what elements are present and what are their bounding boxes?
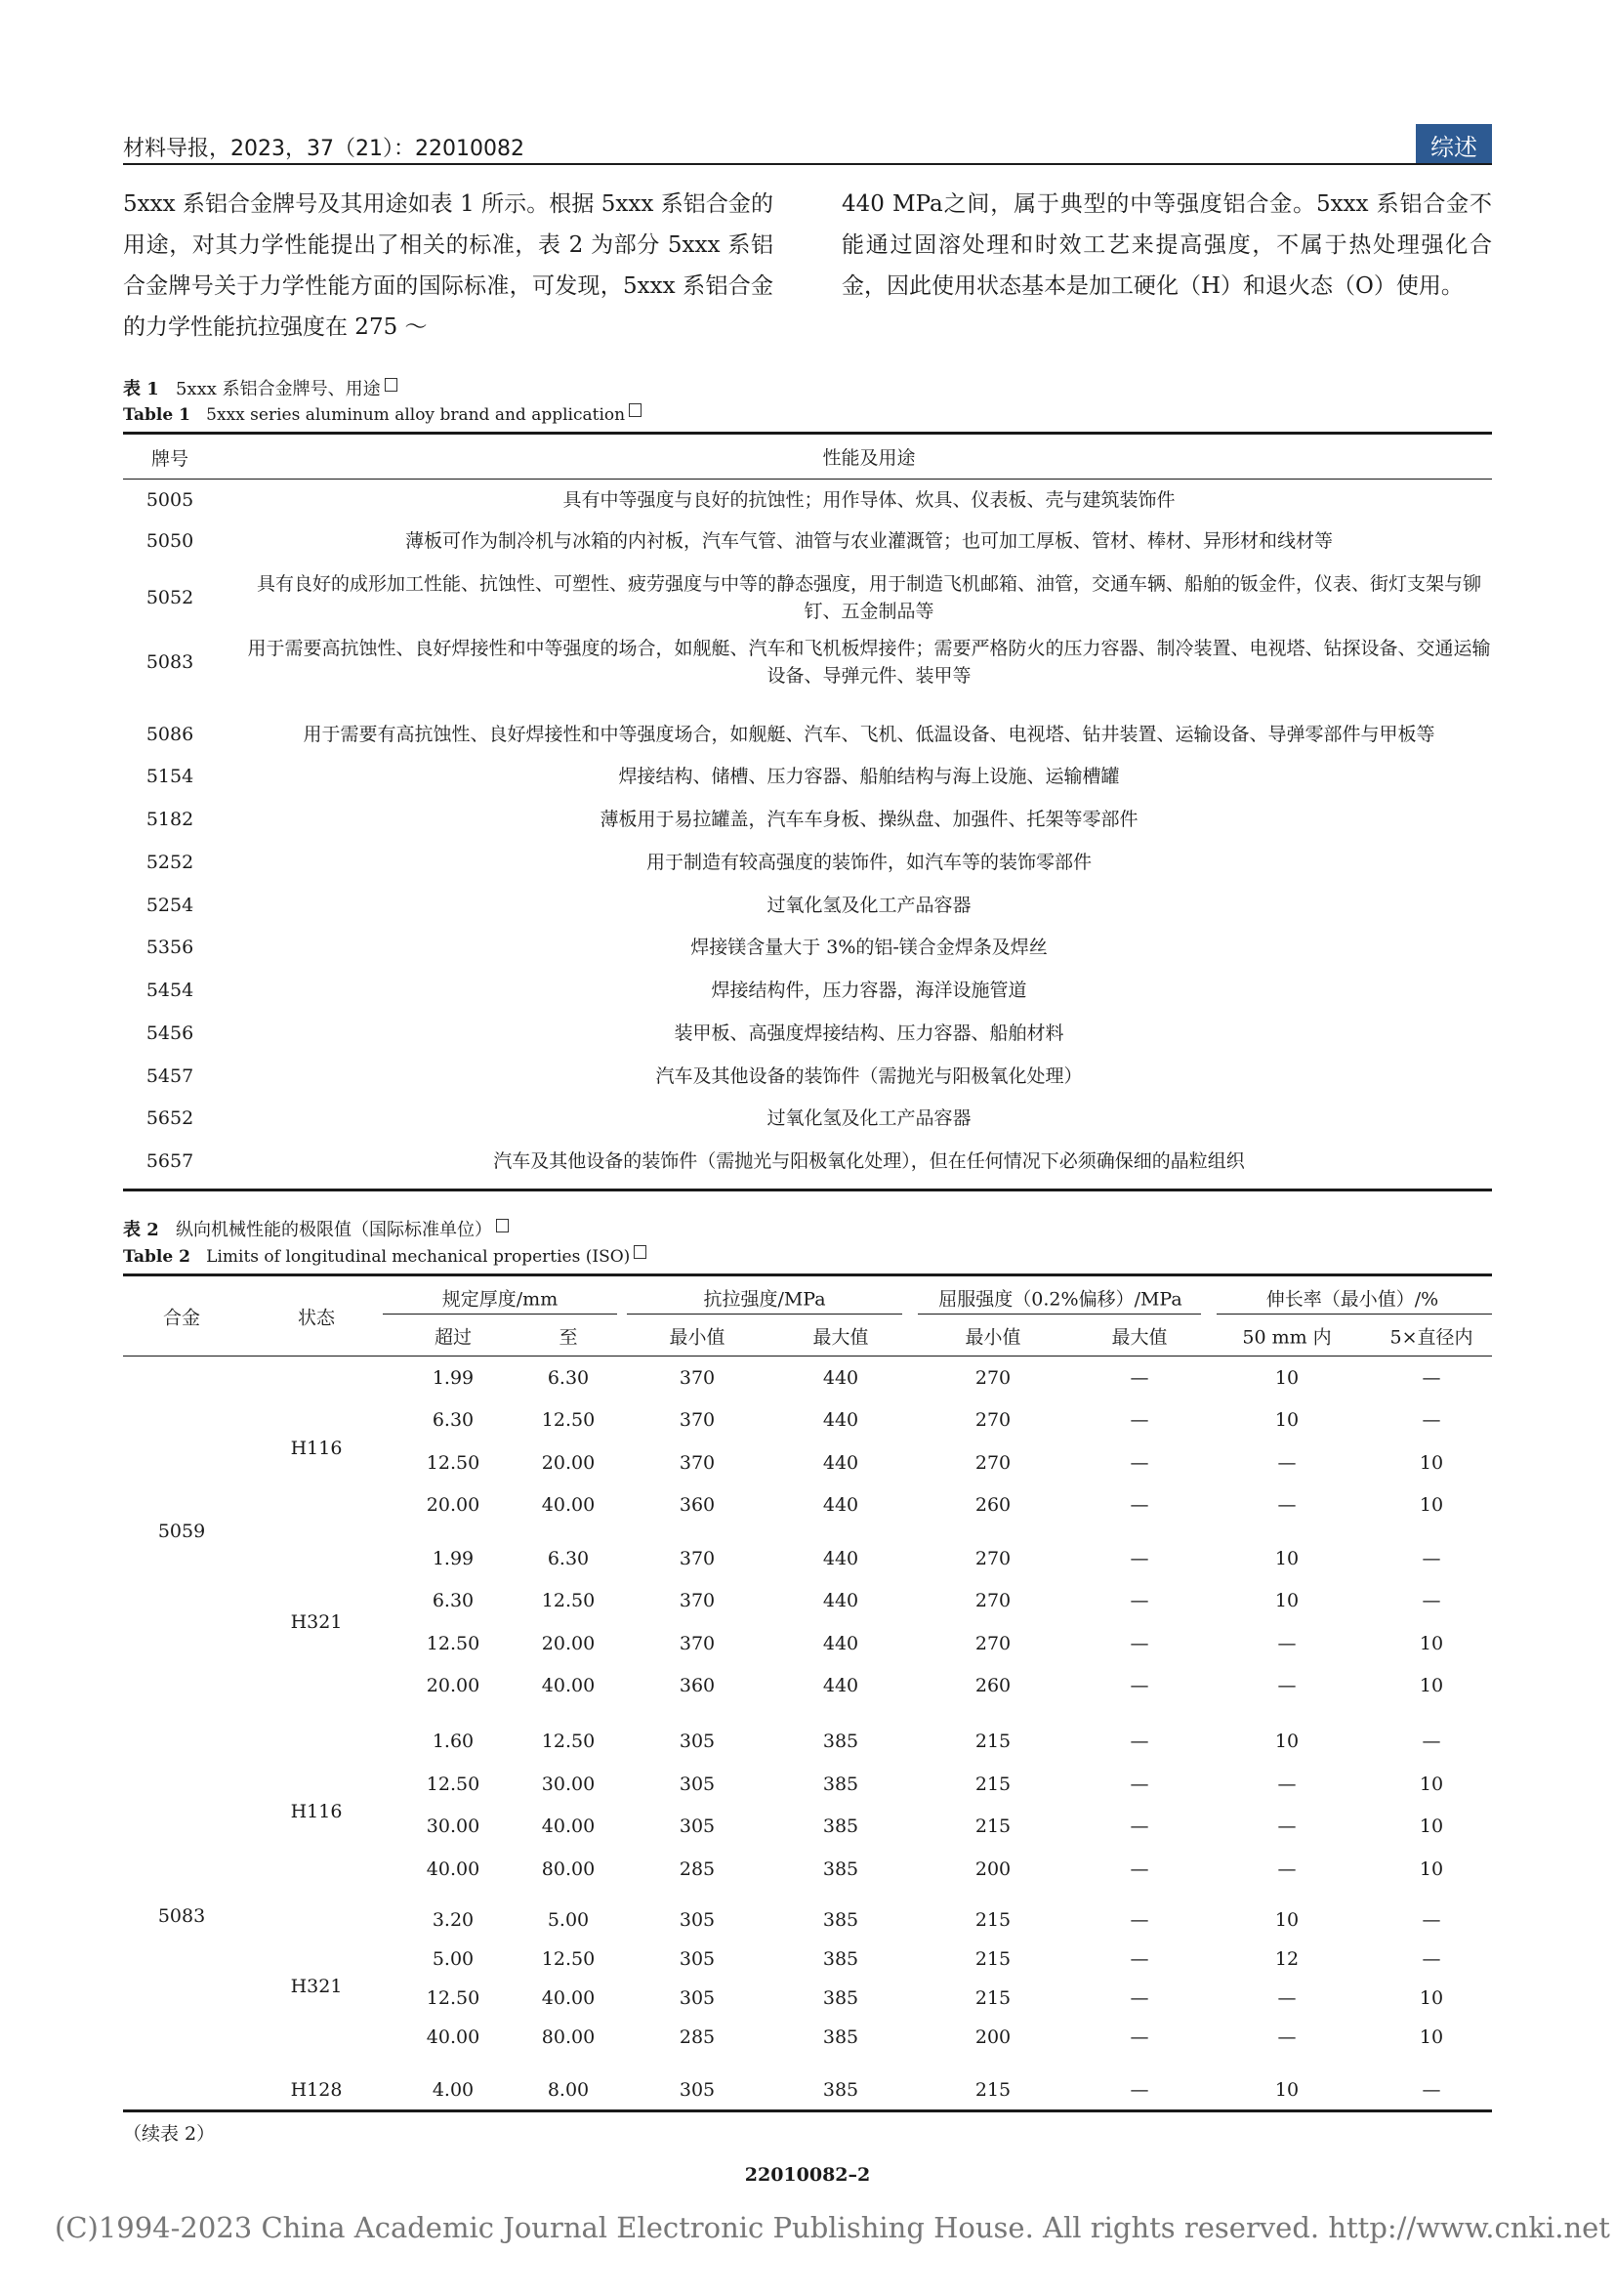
table-cell-tensile-min: 305 bbox=[679, 1816, 716, 1837]
table2-temper: H116 bbox=[290, 1438, 343, 1459]
table-cell-yield-max: — bbox=[1130, 1987, 1149, 2009]
table-cell-yield-min: 200 bbox=[974, 2026, 1012, 2048]
alloy-application: 具有中等强度与良好的抗蚀性；用作导体、炊具、仪表板、壳与建筑装饰件 bbox=[562, 489, 1176, 511]
alloy-application: 焊接结构件，压力容器，海洋设施管道 bbox=[711, 980, 1027, 1001]
table-cell-elongation-50mm: — bbox=[1277, 1633, 1297, 1654]
table-row bbox=[123, 934, 1492, 961]
table-cell-thickness-over: 12.50 bbox=[426, 1774, 480, 1795]
table-cell-elongation-50mm: 10 bbox=[1274, 1548, 1300, 1569]
table-cell-tensile-max: 385 bbox=[822, 1948, 859, 1970]
table-cell-tensile-max: 385 bbox=[822, 1909, 859, 1931]
table-cell-yield-max: — bbox=[1130, 1548, 1149, 1569]
header-rule bbox=[123, 163, 1492, 165]
table2-sub-yield-min: 最小值 bbox=[965, 1326, 1021, 1349]
table-cell-thickness-over: 6.30 bbox=[432, 1409, 475, 1431]
table-cell-yield-max: — bbox=[1130, 1731, 1149, 1752]
table-cell-tensile-max: 440 bbox=[822, 1548, 859, 1569]
alloy-application: 用于需要有高抗蚀性、良好焊接性和中等强度场合，如舰艇、汽车、飞机、低温设备、电视塔、钻井装置、运输设备、导弹零部件与甲板等 bbox=[303, 724, 1435, 745]
table-cell-thickness-to: 12.50 bbox=[541, 1948, 596, 1970]
table-row bbox=[123, 806, 1492, 833]
subheader-rule-elongation bbox=[1217, 1314, 1492, 1315]
table-cell-thickness-to: 40.00 bbox=[541, 1816, 596, 1837]
table-cell-elongation-5d: 10 bbox=[1419, 1633, 1444, 1654]
table-cell-elongation-5d: 10 bbox=[1419, 1452, 1444, 1474]
table-cell-elongation-5d: — bbox=[1422, 2079, 1441, 2101]
table2-temper: H128 bbox=[290, 2079, 343, 2101]
table-cell-elongation-5d: 10 bbox=[1419, 1816, 1444, 1837]
table-cell-thickness-over: 30.00 bbox=[426, 1816, 480, 1837]
table-cell-elongation-5d: 10 bbox=[1419, 1675, 1444, 1696]
table-cell-tensile-min: 370 bbox=[679, 1409, 716, 1431]
table-cell-elongation-50mm: — bbox=[1277, 1675, 1297, 1696]
table-cell-yield-min: 200 bbox=[974, 1858, 1012, 1880]
table-cell-thickness-to: 8.00 bbox=[547, 2079, 590, 2101]
table2-header-elongation: 伸长率（最小值）/% bbox=[1265, 1288, 1439, 1311]
table-cell-tensile-max: 385 bbox=[822, 1774, 859, 1795]
table-cell-elongation-50mm: — bbox=[1277, 2026, 1297, 2048]
table-cell-thickness-to: 40.00 bbox=[541, 1675, 596, 1696]
table-cell-elongation-50mm: — bbox=[1277, 1452, 1297, 1474]
subheader-rule-yield bbox=[918, 1314, 1201, 1315]
table-row bbox=[123, 486, 1492, 514]
table-cell-elongation-50mm: 10 bbox=[1274, 1590, 1300, 1611]
table-cell-tensile-min: 370 bbox=[679, 1452, 716, 1474]
table-cell-elongation-50mm: — bbox=[1277, 1858, 1297, 1880]
alloy-number: 5154 bbox=[145, 766, 194, 787]
table-cell-tensile-max: 440 bbox=[822, 1590, 859, 1611]
alloy-number: 5086 bbox=[145, 724, 194, 745]
body-paragraph-right: 440 MPa之间，属于典型的中等强度铝合金。5xxx 系铝合金不能通过固溶处理和时效工艺来提高强度，不属于热处理强化合金，因此使用状态基本是加工硬化（H）和退火态（O）使用。 bbox=[842, 191, 1492, 299]
table-cell-thickness-over: 12.50 bbox=[426, 1452, 480, 1474]
table-cell-elongation-50mm: 10 bbox=[1274, 1367, 1300, 1389]
table-cell-elongation-50mm: 12 bbox=[1274, 1948, 1300, 1970]
alloy-application: 焊接结构、储槽、压力容器、船舶结构与海上设施、运输槽罐 bbox=[618, 766, 1120, 787]
table-cell-yield-max: — bbox=[1130, 1948, 1149, 1970]
table-cell-elongation-5d: 10 bbox=[1419, 1774, 1444, 1795]
table-cell-elongation-5d: — bbox=[1422, 1909, 1441, 1931]
table-cell-thickness-over: 20.00 bbox=[426, 1675, 480, 1696]
table1-header-rule bbox=[123, 479, 1492, 480]
table-cell-tensile-min: 370 bbox=[679, 1548, 716, 1569]
reference-icon[interactable] bbox=[496, 1219, 509, 1232]
table-cell-tensile-min: 305 bbox=[679, 1774, 716, 1795]
table-cell-yield-max: — bbox=[1130, 2026, 1149, 2048]
copyright-notice: (C)1994-2023 China Academic Journal Electronic Publishing House. All rights reserved. http://www.cnki.net bbox=[55, 2211, 1610, 2244]
table-cell-yield-min: 270 bbox=[974, 1548, 1012, 1569]
alloy-number: 5050 bbox=[145, 530, 194, 552]
table2-top-rule bbox=[123, 1273, 1492, 1276]
table-row bbox=[123, 570, 1492, 625]
page-number: 22010082–2 bbox=[744, 2164, 871, 2186]
table1-title-cn: 5xxx 系铝合金牌号、用途 bbox=[175, 379, 381, 399]
table2-caption-en bbox=[123, 1245, 646, 1269]
table2-caption-cn bbox=[123, 1219, 509, 1242]
table-cell-thickness-over: 40.00 bbox=[426, 2026, 480, 2048]
table-cell-elongation-50mm: 10 bbox=[1274, 1409, 1300, 1431]
table-cell-tensile-max: 385 bbox=[822, 1816, 859, 1837]
table2-temper: H321 bbox=[290, 1611, 343, 1633]
table1-caption-cn bbox=[123, 378, 397, 401]
table1-title-en: 5xxx series aluminum alloy brand and application bbox=[206, 405, 626, 425]
alloy-number: 5657 bbox=[145, 1150, 194, 1172]
table-cell-elongation-50mm: 10 bbox=[1274, 2079, 1300, 2101]
table-cell-tensile-min: 305 bbox=[679, 1948, 716, 1970]
table2-label-cn: 表 2 bbox=[123, 1220, 159, 1240]
table-cell-elongation-5d: 10 bbox=[1419, 1987, 1444, 2009]
table2-sub-over: 超过 bbox=[434, 1326, 473, 1349]
alloy-number: 5052 bbox=[145, 587, 194, 608]
table-cell-tensile-max: 385 bbox=[822, 1858, 859, 1880]
table-cell-tensile-max: 440 bbox=[822, 1367, 859, 1389]
table-cell-tensile-max: 440 bbox=[822, 1675, 859, 1696]
table-cell-yield-max: — bbox=[1130, 1774, 1149, 1795]
table-row bbox=[123, 977, 1492, 1004]
reference-icon[interactable] bbox=[385, 378, 397, 392]
table-cell-thickness-to: 6.30 bbox=[547, 1367, 590, 1389]
reference-icon[interactable] bbox=[629, 403, 642, 417]
table2-sub-tensile-max: 最大值 bbox=[812, 1326, 869, 1349]
section-badge: 综述 bbox=[1416, 124, 1492, 165]
table-cell-yield-min: 270 bbox=[974, 1367, 1012, 1389]
table1-bottom-rule bbox=[123, 1189, 1492, 1191]
table-cell-elongation-50mm: 10 bbox=[1274, 1909, 1300, 1931]
table-cell-tensile-max: 385 bbox=[822, 2079, 859, 2101]
alloy-application: 用于制造有较高强度的装饰件，如汽车等的装饰零部件 bbox=[645, 852, 1092, 873]
table-cell-thickness-to: 12.50 bbox=[541, 1731, 596, 1752]
table-cell-thickness-over: 20.00 bbox=[426, 1494, 480, 1516]
table-cell-yield-max: — bbox=[1130, 1858, 1149, 1880]
table-cell-thickness-to: 80.00 bbox=[541, 2026, 596, 2048]
table-cell-thickness-to: 40.00 bbox=[541, 1987, 596, 2009]
table-cell-tensile-min: 360 bbox=[679, 1675, 716, 1696]
table-cell-yield-min: 260 bbox=[974, 1494, 1012, 1516]
table-cell-thickness-to: 30.00 bbox=[541, 1774, 596, 1795]
table-cell-tensile-min: 305 bbox=[679, 1909, 716, 1931]
table2-alloy-5083: 5083 bbox=[157, 1905, 206, 1927]
table-cell-thickness-over: 4.00 bbox=[432, 2079, 475, 2101]
table-row bbox=[123, 1020, 1492, 1047]
table-cell-thickness-to: 80.00 bbox=[541, 1858, 596, 1880]
table2-sub-in50mm: 50 mm 内 bbox=[1242, 1326, 1332, 1349]
table2-temper: H321 bbox=[290, 1976, 343, 1997]
table-cell-thickness-over: 12.50 bbox=[426, 1987, 480, 2009]
table-cell-thickness-over: 6.30 bbox=[432, 1590, 475, 1611]
table-cell-tensile-min: 370 bbox=[679, 1633, 716, 1654]
table-cell-yield-max: — bbox=[1130, 1494, 1149, 1516]
table-cell-yield-max: — bbox=[1130, 1590, 1149, 1611]
table-cell-thickness-over: 3.20 bbox=[432, 1909, 475, 1931]
table-cell-thickness-to: 40.00 bbox=[541, 1494, 596, 1516]
table1-header-desc: 性能及用途 bbox=[822, 447, 916, 469]
table-cell-yield-max: — bbox=[1130, 1452, 1149, 1474]
table-cell-tensile-max: 440 bbox=[822, 1452, 859, 1474]
table-cell-yield-min: 215 bbox=[974, 1774, 1012, 1795]
table-cell-thickness-to: 12.50 bbox=[541, 1590, 596, 1611]
table-cell-elongation-5d: 10 bbox=[1419, 1858, 1444, 1880]
table-row bbox=[123, 1063, 1492, 1090]
table-cell-yield-max: — bbox=[1130, 1909, 1149, 1931]
alloy-application: 装甲板、高强度焊接结构、压力容器、船舶材料 bbox=[674, 1023, 1064, 1044]
table2-continued-note: （续表 2） bbox=[123, 2123, 216, 2145]
table-cell-yield-min: 270 bbox=[974, 1590, 1012, 1611]
table-cell-yield-min: 215 bbox=[974, 1909, 1012, 1931]
table1-label-cn: 表 1 bbox=[123, 379, 159, 399]
table-cell-yield-min: 215 bbox=[974, 2079, 1012, 2101]
table1-label-en: Table 1 bbox=[123, 405, 190, 425]
table-cell-yield-max: — bbox=[1130, 1675, 1149, 1696]
table-cell-yield-max: — bbox=[1130, 2079, 1149, 2101]
table2-sub-yield-max: 最大值 bbox=[1111, 1326, 1168, 1349]
table1-header-no: 牌号 bbox=[150, 448, 188, 470]
subheader-rule-thickness bbox=[383, 1314, 617, 1315]
table-cell-tensile-max: 440 bbox=[822, 1633, 859, 1654]
table-cell-yield-max: — bbox=[1130, 1409, 1149, 1431]
subheader-rule-tensile bbox=[627, 1314, 902, 1315]
table-cell-elongation-5d: — bbox=[1422, 1367, 1441, 1389]
table-cell-tensile-max: 385 bbox=[822, 1731, 859, 1752]
alloy-application: 过氧化氢及化工产品容器 bbox=[766, 895, 972, 916]
table2-header-yield: 屈服强度（0.2%偏移）/MPa bbox=[938, 1288, 1182, 1311]
table-cell-yield-max: — bbox=[1130, 1367, 1149, 1389]
table-cell-elongation-5d: — bbox=[1422, 1548, 1441, 1569]
table1-top-rule bbox=[123, 432, 1492, 435]
table-cell-elongation-50mm: — bbox=[1277, 1987, 1297, 2009]
alloy-number: 5457 bbox=[145, 1065, 194, 1087]
table-row bbox=[123, 1148, 1492, 1175]
table1-caption-en bbox=[123, 403, 642, 427]
table-cell-elongation-5d: — bbox=[1422, 1948, 1441, 1970]
table-cell-elongation-5d: — bbox=[1422, 1731, 1441, 1752]
table2-title-en: Limits of longitudinal mechanical properties (ISO) bbox=[206, 1247, 631, 1267]
alloy-number: 5005 bbox=[145, 489, 194, 511]
table-cell-yield-min: 215 bbox=[974, 1816, 1012, 1837]
table-cell-thickness-over: 12.50 bbox=[426, 1633, 480, 1654]
table2-header-temper: 状态 bbox=[297, 1307, 336, 1329]
alloy-number: 5182 bbox=[145, 809, 194, 830]
table-cell-thickness-over: 1.99 bbox=[432, 1548, 475, 1569]
alloy-number: 5356 bbox=[145, 937, 194, 958]
table-cell-yield-min: 215 bbox=[974, 1731, 1012, 1752]
table-cell-yield-max: — bbox=[1130, 1816, 1149, 1837]
table-row bbox=[123, 892, 1492, 919]
table2-sub-in5d: 5×直径内 bbox=[1389, 1326, 1473, 1349]
table-cell-elongation-5d: 10 bbox=[1419, 1494, 1444, 1516]
table2-header-tensile: 抗拉强度/MPa bbox=[703, 1288, 826, 1311]
alloy-application: 薄板可作为制冷机与冰箱的内衬板，汽车气管、油管与农业灌溉管；也可加工厚板、管材、棒材、异形材和线材等 bbox=[404, 530, 1333, 552]
table-cell-thickness-over: 5.00 bbox=[432, 1948, 475, 1970]
table-cell-elongation-5d: 10 bbox=[1419, 2026, 1444, 2048]
alloy-number: 5456 bbox=[145, 1023, 194, 1044]
table-cell-elongation-5d: — bbox=[1422, 1409, 1441, 1431]
table-cell-thickness-to: 6.30 bbox=[547, 1548, 590, 1569]
table2-header-alloy: 合金 bbox=[162, 1307, 201, 1329]
table2-header-rule bbox=[123, 1356, 1492, 1357]
alloy-number: 5652 bbox=[145, 1107, 194, 1129]
table-row bbox=[123, 763, 1492, 790]
table-cell-thickness-over: 40.00 bbox=[426, 1858, 480, 1880]
table2-temper: H116 bbox=[290, 1801, 343, 1822]
table-cell-tensile-min: 285 bbox=[679, 2026, 716, 2048]
body-paragraph-left: 5xxx 系铝合金牌号及其用途如表 1 所示。根据 5xxx 系铝合金的用途，对其力学性能提出了相关的标准，表 2 为部分 5xxx 系铝合金牌号关于力学性能方面的国际标准，可发现，5xxx 系铝合金的力学性能抗拉强度在 275 ～ bbox=[123, 191, 773, 340]
alloy-number: 5254 bbox=[145, 895, 194, 916]
table-cell-tensile-max: 440 bbox=[822, 1409, 859, 1431]
table-cell-elongation-5d: — bbox=[1422, 1590, 1441, 1611]
alloy-application: 过氧化氢及化工产品容器 bbox=[766, 1107, 972, 1129]
table2-sub-tensile-min: 最小值 bbox=[669, 1326, 725, 1349]
table-row bbox=[123, 721, 1492, 748]
table-cell-elongation-50mm: 10 bbox=[1274, 1731, 1300, 1752]
journal-citation: 材料导报，2023，37（21）：22010082 bbox=[123, 137, 524, 161]
table-cell-tensile-max: 385 bbox=[822, 1987, 859, 2009]
table-cell-yield-min: 270 bbox=[974, 1452, 1012, 1474]
table-cell-thickness-to: 20.00 bbox=[541, 1633, 596, 1654]
table-cell-yield-min: 270 bbox=[974, 1633, 1012, 1654]
table-cell-thickness-to: 12.50 bbox=[541, 1409, 596, 1431]
table2-header-thickness: 规定厚度/mm bbox=[441, 1288, 559, 1311]
table-row bbox=[123, 527, 1492, 555]
alloy-application: 汽车及其他设备的装饰件（需抛光与阳极氧化处理），但在任何情况下必须确保细的晶粒组织 bbox=[493, 1150, 1245, 1172]
table-cell-thickness-to: 20.00 bbox=[541, 1452, 596, 1474]
table-cell-tensile-min: 370 bbox=[679, 1590, 716, 1611]
table-cell-yield-min: 215 bbox=[974, 1987, 1012, 2009]
table-row bbox=[123, 635, 1492, 689]
table-cell-elongation-50mm: — bbox=[1277, 1774, 1297, 1795]
table-cell-thickness-over: 1.99 bbox=[432, 1367, 475, 1389]
alloy-number: 5454 bbox=[145, 980, 194, 1001]
table2-label-en: Table 2 bbox=[123, 1247, 190, 1267]
table2-bottom-rule bbox=[123, 2109, 1492, 2112]
table-cell-thickness-over: 1.60 bbox=[432, 1731, 475, 1752]
table-cell-tensile-min: 305 bbox=[679, 1987, 716, 2009]
table-cell-tensile-min: 305 bbox=[679, 1731, 716, 1752]
table2-title-cn: 纵向机械性能的极限值（国际标准单位） bbox=[175, 1220, 492, 1240]
alloy-number: 5083 bbox=[145, 651, 194, 673]
table-row bbox=[123, 849, 1492, 876]
table2-alloy-5059: 5059 bbox=[157, 1521, 206, 1542]
table-cell-elongation-50mm: — bbox=[1277, 1816, 1297, 1837]
table-cell-thickness-to: 5.00 bbox=[547, 1909, 590, 1931]
table-cell-tensile-min: 360 bbox=[679, 1494, 716, 1516]
table-cell-yield-min: 270 bbox=[974, 1409, 1012, 1431]
table2-sub-to: 至 bbox=[559, 1326, 578, 1349]
reference-icon[interactable] bbox=[634, 1245, 646, 1259]
alloy-application: 焊接镁含量大于 3%的铝-镁合金焊条及焊丝 bbox=[690, 937, 1048, 958]
table1-header-row bbox=[123, 444, 1492, 472]
alloy-application: 具有良好的成形加工性能、抗蚀性、可塑性、疲劳强度与中等的静态强度，用于制造飞机邮箱、油管，交通车辆、船舶的钣金件，仪表、街灯支架与铆钉、五金制品等 bbox=[256, 573, 1481, 622]
table-cell-tensile-max: 440 bbox=[822, 1494, 859, 1516]
table-cell-elongation-50mm: — bbox=[1277, 1494, 1297, 1516]
table-cell-tensile-min: 370 bbox=[679, 1367, 716, 1389]
table-cell-yield-min: 260 bbox=[974, 1675, 1012, 1696]
alloy-application: 汽车及其他设备的装饰件（需抛光与阳极氧化处理） bbox=[655, 1065, 1083, 1087]
alloy-application: 用于需要高抗蚀性、良好焊接性和中等强度的场合，如舰艇、汽车和飞机板焊接件；需要严格防火的压力容器、制冷装置、电视塔、钻探设备、交通运输设备、导弹元件、装甲等 bbox=[247, 638, 1491, 687]
table-cell-yield-max: — bbox=[1130, 1633, 1149, 1654]
table-cell-tensile-min: 305 bbox=[679, 2079, 716, 2101]
table-cell-yield-min: 215 bbox=[974, 1948, 1012, 1970]
alloy-number: 5252 bbox=[145, 852, 194, 873]
table-row bbox=[123, 1105, 1492, 1132]
table-cell-tensile-min: 285 bbox=[679, 1858, 716, 1880]
table-cell-tensile-max: 385 bbox=[822, 2026, 859, 2048]
alloy-application: 薄板用于易拉罐盖，汽车车身板、操纵盘、加强件、托架等零部件 bbox=[600, 809, 1139, 830]
